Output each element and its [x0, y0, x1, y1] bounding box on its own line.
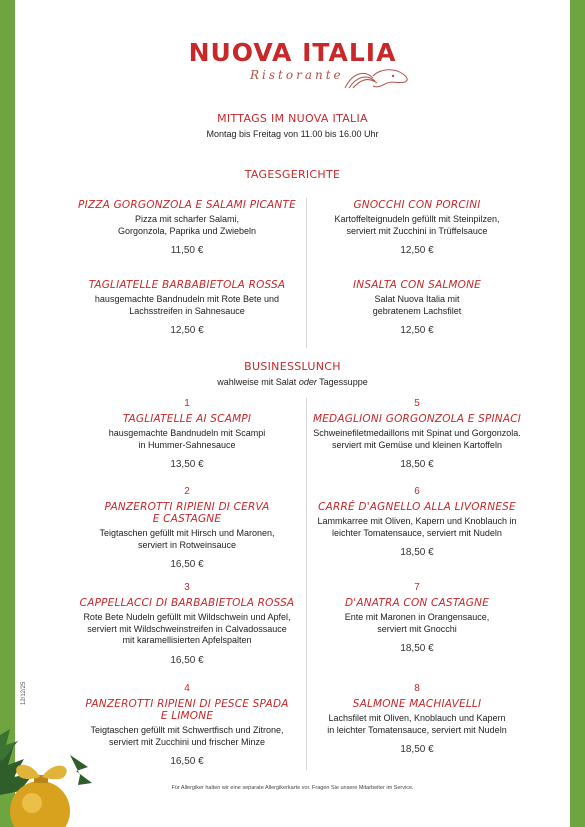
- dish-price: 18,50 €: [400, 744, 434, 755]
- dish-price: 18,50 €: [400, 547, 434, 558]
- print-code: 12/12/25: [21, 681, 27, 705]
- lunch-item-3: [67, 582, 307, 666]
- note-text: wahlweise mit Salat: [217, 377, 299, 387]
- dish-description: Teigtaschen gefüllt mit Schwertfisch und Zitrone, serviert mit Zucchini und frischer Minze: [90, 725, 284, 747]
- dish-description: Lachsfilet mit Oliven, Knoblauch und Kapern in leichter Tomatensauce, serviert mit Nudeln: [327, 713, 507, 735]
- dish-insalata-salmone: [297, 279, 537, 336]
- businesslunch-heading: BUSINESSLUNCH: [244, 360, 341, 373]
- lunch-item-1: [67, 398, 307, 470]
- dish-name: MEDAGLIONI GORGONZOLA E SPINACI: [312, 413, 522, 425]
- dish-price: 16,50 €: [170, 654, 204, 666]
- menu-card: [15, 0, 570, 827]
- item-number: 4: [184, 683, 190, 694]
- lunch-item-8: [297, 683, 537, 755]
- dish-name: CAPPELLACCI DI BARBABIETOLA ROSSA: [79, 597, 295, 609]
- dish-description: Schweinefiletmedaillons mit Spinat und Gorgonzola. serviert mit Gemüse und kleinen Kartoffeln: [313, 428, 521, 450]
- dish-price: 16,50 €: [170, 559, 204, 570]
- dish-description: hausgemachte Bandnudeln mit Scampi in Hummer-Sahnesauce: [108, 428, 266, 450]
- dish-price: 18,50 €: [400, 459, 434, 470]
- allergy-footer: Für Allergiker halten wir eine separate Allergikerkarte vor. Fragen Sie unsere Mitarbeiter im Service.: [171, 785, 414, 791]
- dish-description: Kartoffelteignudeln gefüllt mit Steinpilzen, serviert mit Zucchini in Trüffelsauce: [334, 214, 500, 236]
- dish-description: Teigtaschen gefüllt mit Hirsch und Maronen, serviert in Rotweinsauce: [99, 528, 275, 550]
- dish-name: CARRÉ D'AGNELLO ALLA LIVORNESE: [318, 501, 516, 513]
- dish-name: INSALTA CON SALMONE: [352, 279, 481, 291]
- dish-name: PIZZA GORGONZOLA E SALAMI PICANTE: [78, 199, 296, 211]
- dish-name: PANZEROTTI RIPIENI DI CERVA E CASTAGNE: [104, 501, 270, 525]
- dish-description: Rote Bete Nudeln gefüllt mit Wildschwein und Apfel, serviert mit Wildschweinstreifen in Calvadossauce mit karamellisierten Apfelspalten: [83, 612, 291, 645]
- dish-name: SALMONE MACHIAVELLI: [352, 698, 482, 710]
- dish-price: 12,50 €: [400, 245, 434, 256]
- dish-description: Pizza mit scharfer Salami, Gorgonzola, Paprika und Zwiebeln: [117, 214, 257, 236]
- dish-name: PANZEROTTI RIPIENI DI PESCE SPADA E LIMONE: [85, 698, 289, 722]
- dish-description: Lammkarree mit Oliven, Kapern und Knoblauch in leichter Tomatensauce, serviert mit Nudeln: [317, 516, 517, 538]
- dish-price: 13,50 €: [170, 459, 204, 470]
- lunch-item-7: [297, 582, 537, 654]
- dish-tagliatelle-barbabietola: [67, 279, 307, 336]
- dish-price: 12,50 €: [400, 325, 434, 336]
- dish-description: Salat Nuova Italia mit gebratenem Lachsfilet: [372, 294, 462, 316]
- dish-name: GNOCCHI CON PORCINI: [353, 199, 481, 211]
- mittags-heading: MITTAGS IM NUOVA ITALIA: [217, 112, 368, 125]
- lunch-item-5: [297, 398, 537, 470]
- dish-pizza-gorgonzola: [67, 199, 307, 256]
- dish-name: TAGLIATELLE BARBABIETOLA ROSSA: [88, 279, 286, 291]
- note-emphasis: oder: [298, 377, 317, 387]
- item-number: 2: [184, 486, 190, 497]
- item-number: 8: [414, 683, 420, 694]
- dish-gnocchi-porcini: [297, 199, 537, 256]
- dish-name: TAGLIATELLE AI SCAMPI: [122, 413, 252, 425]
- restaurant-title: NUOVA ITALIA: [188, 38, 397, 67]
- restaurant-subtitle: Ristorante: [250, 68, 344, 82]
- dish-price: 16,50 €: [170, 756, 204, 767]
- dish-price: 18,50 €: [400, 643, 434, 654]
- lunch-item-6: [297, 486, 537, 558]
- dish-name: D'ANATRA CON CASTAGNE: [344, 597, 490, 609]
- christmas-bauble-icon: [0, 715, 110, 827]
- dish-description: Ente mit Maronen in Orangensauce, serviert mit Gnocchi: [344, 612, 490, 634]
- opening-hours: Montag bis Freitag von 11.00 bis 16.00 Uhr: [206, 129, 379, 139]
- item-number: 6: [414, 486, 420, 497]
- item-number: 3: [184, 582, 190, 593]
- dish-price: 12,50 €: [170, 325, 204, 336]
- note-text: Tagessuppe: [316, 377, 368, 387]
- businesslunch-note: [15, 376, 570, 388]
- dish-description: hausgemachte Bandnudeln mit Rote Bete und Lachsstreifen in Sahnesauce: [94, 294, 280, 316]
- item-number: 7: [414, 582, 420, 593]
- item-number: 5: [414, 398, 420, 409]
- tagesgerichte-heading: TAGESGERICHTE: [244, 168, 341, 181]
- lunch-item-2: [67, 486, 307, 570]
- item-number: 1: [184, 398, 190, 409]
- logo-figure-icon: [343, 66, 413, 94]
- dish-price: 11,50 €: [170, 245, 204, 256]
